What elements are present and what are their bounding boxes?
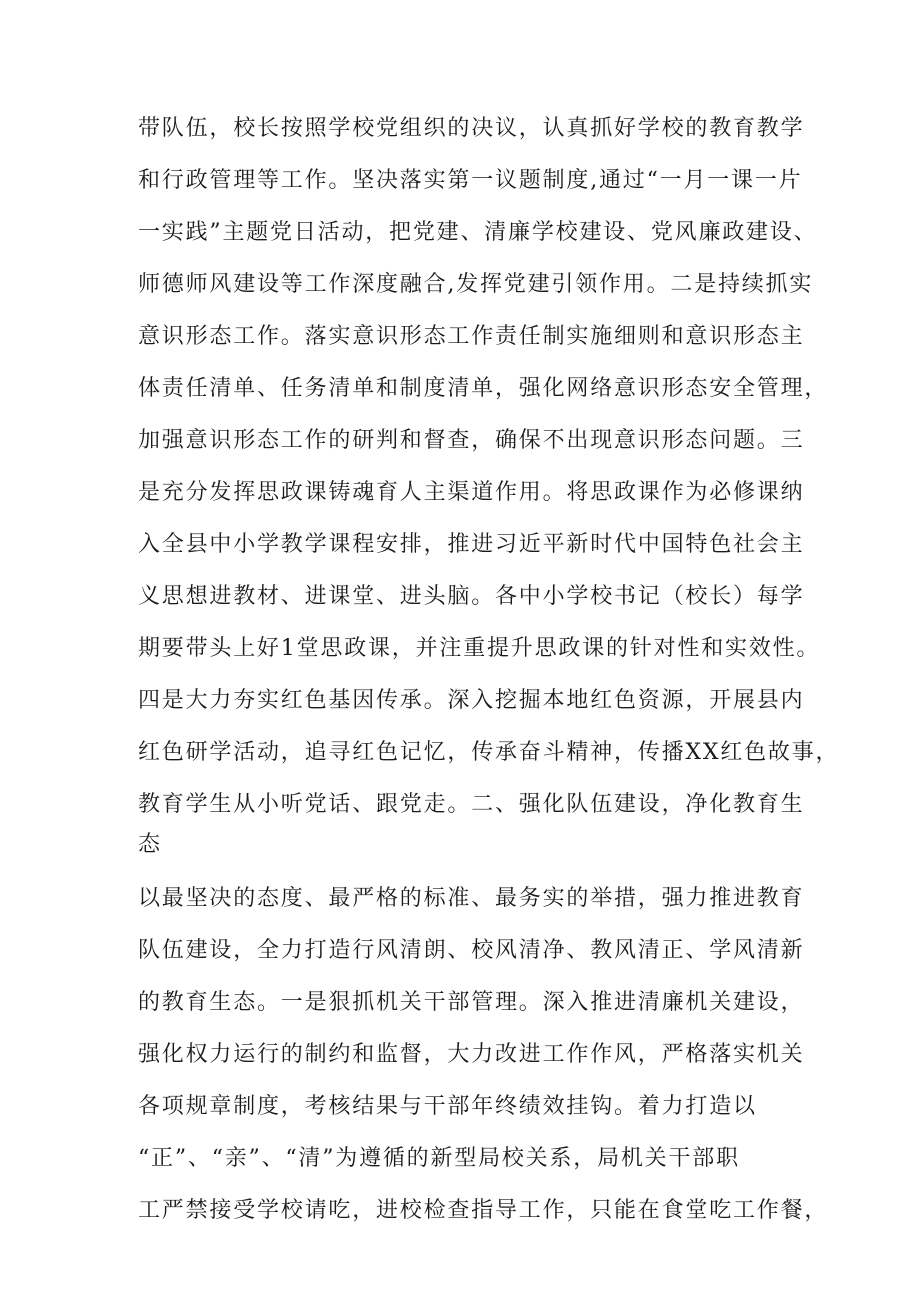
text-line: 以最坚决的态度、最严格的标准、最务实的举措，强力推进教育: [138, 886, 805, 911]
text-line: 工严禁接受学校请吃，进校检查指导工作，只能在食堂吃工作餐，: [138, 1198, 829, 1223]
text-line: 和行政管理等工作。坚决落实第一议题制度,通过“一月一课一片: [138, 168, 803, 193]
text-line: 带队伍，校长按照学校党组织的决议，认真抓好学校的教育教学: [138, 116, 805, 141]
text-line: 义思想进教材、进课堂、进头脑。各中小学校书记（校长）每学: [138, 584, 805, 609]
text-line: 各项规章制度，考核结果与干部年终绩效挂钩。着力打造以: [138, 1094, 757, 1119]
text-line: 是充分发挥思政课铸魂育人主渠道作用。将思政课作为必修课纳: [138, 480, 805, 505]
text-line: 意识形态工作。落实意识形态工作责任制实施细则和意识形态主: [138, 324, 805, 349]
text-line: 加强意识形态工作的研判和督查，确保不出现意识形态问题。三: [138, 428, 805, 453]
text-line: 体责任清单、任务清单和制度清单，强化网络意识形态安全管理，: [138, 376, 829, 401]
text-line: 强化权力运行的制约和监督，大力改进工作作风，严格落实机关: [138, 1042, 805, 1067]
text-line: 态: [138, 832, 162, 857]
text-line: 师德师风建设等工作深度融合,发挥党建引领作用。二是持续抓实: [138, 272, 814, 297]
text-line: 队伍建设，全力打造行风清朗、校风清净、教风清正、学风清新: [138, 938, 805, 963]
text-line: 红色研学活动，追寻红色记忆，传承奋斗精神，传播XX红色故事，: [138, 740, 840, 765]
text-line: 期要带头上好1堂思政课，并注重提升思政课的针对性和实效性。: [138, 636, 821, 661]
text-line: 四是大力夯实红色基因传承。深入挖掘本地红色资源，开展县内: [138, 688, 805, 713]
text-line: 一实践”主题党日活动，把党建、清廉学校建设、党风廉政建设、: [138, 220, 818, 245]
text-line: 入全县中小学教学课程安排，推进习近平新时代中国特色社会主: [138, 532, 805, 557]
text-line: 的教育生态。一是狠抓机关干部管理。深入推进清廉机关建设，: [138, 990, 805, 1015]
text-line: 教育学生从小听党话、跟党走。二、强化队伍建设，净化教育生: [138, 792, 805, 817]
text-line: “正”、“亲”、“清”为遵循的新型局校关系，局机关干部职: [138, 1146, 740, 1171]
